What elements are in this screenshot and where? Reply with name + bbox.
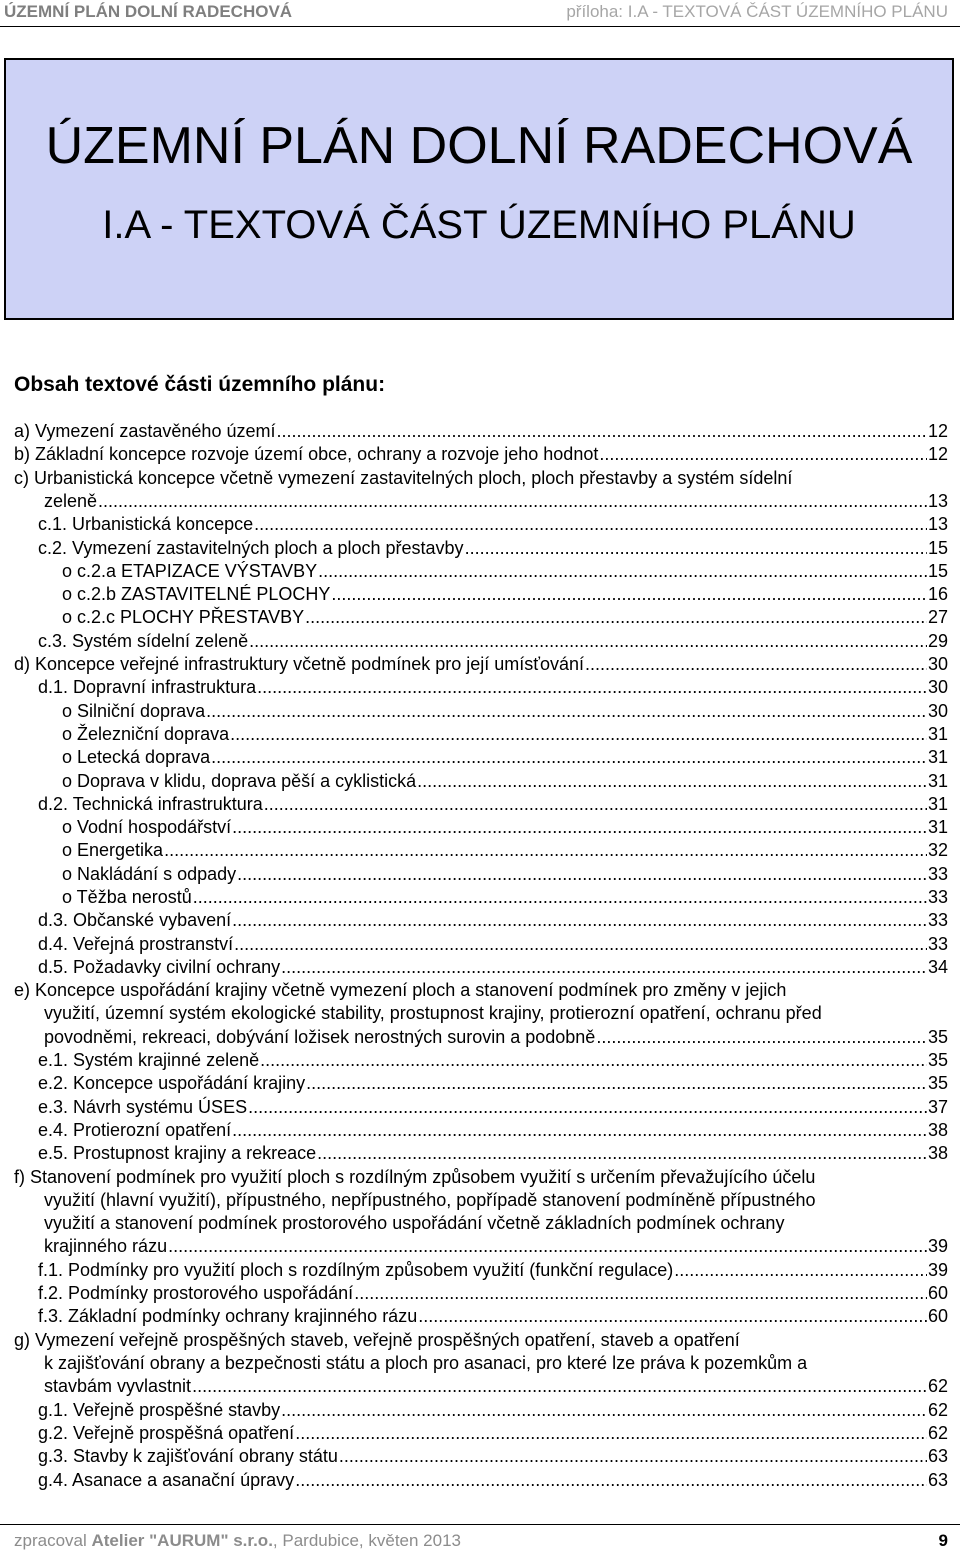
toc-entry-title: o Vodní hospodářství <box>62 817 232 838</box>
toc-entry[interactable] <box>38 1305 948 1328</box>
toc-leader-dots <box>317 1142 927 1165</box>
toc-entry[interactable] <box>38 1282 948 1305</box>
toc-leader-dots <box>276 420 927 443</box>
toc-leader-dots <box>585 653 927 676</box>
toc-leader-dots <box>248 1096 927 1119</box>
toc-entry-title: c.1. Urbanistická koncepce <box>38 514 254 535</box>
toc-entry-title: využití (hlavní využití), přípustného, nepřípustného, popřípadě stanovení podmíněně přípustného <box>44 1189 816 1210</box>
toc-page-number: 31 <box>927 723 948 744</box>
footer-company: Atelier "AURUM" s.r.o. <box>91 1531 273 1550</box>
toc-entry[interactable] <box>14 467 948 514</box>
toc-entry-title: e.1. Systém krajinné zeleně <box>38 1050 260 1071</box>
toc-entry[interactable] <box>38 1049 948 1072</box>
toc-entry-title: o Doprava v klidu, doprava pěší a cyklistická <box>62 770 417 791</box>
title-box <box>4 58 954 320</box>
toc-entry[interactable] <box>62 583 948 606</box>
toc-page-number: 62 <box>927 1376 948 1397</box>
toc-entry-title: g.2. Veřejně prospěšná opatření <box>38 1422 295 1443</box>
toc-leader-dots <box>339 1445 927 1468</box>
toc-leader-dots <box>234 933 927 956</box>
toc-entry-title: e) Koncepce uspořádání krajiny včetně vymezení ploch a stanovení podmínek pro změny v jejich <box>14 980 787 1001</box>
toc-leader-dots <box>257 676 927 699</box>
toc-entry-title: k zajišťování obrany a bezpečnosti státu a ploch pro asanaci, pro které lze práva k pozemkům a <box>44 1352 808 1373</box>
toc-entry[interactable] <box>38 1259 948 1282</box>
toc-leader-dots <box>249 630 927 653</box>
toc-leader-dots <box>295 1469 927 1492</box>
toc-page-number: 35 <box>927 1026 948 1047</box>
toc-entry-title: krajinného rázu <box>44 1236 168 1257</box>
toc-entry-title: f.2. Podmínky prostorového uspořádání <box>38 1283 354 1304</box>
toc-entry[interactable] <box>38 676 948 699</box>
toc-page-number: 33 <box>927 863 948 884</box>
toc-entry[interactable] <box>14 1166 948 1259</box>
toc-leader-dots <box>465 537 927 560</box>
header-attachment-label: příloha: I.A - TEXTOVÁ ČÁST ÚZEMNÍHO PLÁNU <box>566 2 948 21</box>
toc-entry[interactable] <box>14 653 948 676</box>
toc-leader-dots <box>254 513 927 536</box>
toc-leader-dots <box>354 1282 927 1305</box>
toc-entry[interactable] <box>62 746 948 769</box>
toc-leader-dots <box>164 839 927 862</box>
toc-entry[interactable] <box>38 537 948 560</box>
toc-entry-title: o c.2.c PLOCHY PŘESTAVBY <box>62 607 305 628</box>
toc-leader-dots <box>596 1026 927 1049</box>
toc-entry[interactable] <box>62 816 948 839</box>
header-document-title: ÚZEMNÍ PLÁN DOLNÍ RADECHOVÁ <box>4 2 293 21</box>
toc-entry-title: d.1. Dopravní infrastruktura <box>38 677 257 698</box>
toc-page-number: 60 <box>927 1283 948 1304</box>
toc-entry-title: g.3. Stavby k zajišťování obrany státu <box>38 1446 338 1467</box>
toc-entry[interactable] <box>38 1399 948 1422</box>
toc-page-number: 29 <box>927 630 948 651</box>
toc-leader-dots <box>232 816 927 839</box>
toc-entry-title: f.1. Podmínky pro využití ploch s rozdílným způsobem využití (funkční regulace) <box>38 1259 674 1280</box>
toc-entry[interactable] <box>14 979 948 1049</box>
document-subtitle: I.A - TEXTOVÁ ČÁST ÚZEMNÍHO PLÁNU <box>102 203 856 247</box>
toc-leader-dots <box>306 1072 927 1095</box>
toc-page-number: 30 <box>927 677 948 698</box>
toc-page-number: 12 <box>927 421 948 441</box>
toc-leader-dots <box>295 1422 927 1445</box>
toc-page-number: 39 <box>927 1259 948 1280</box>
toc-leader-dots <box>98 490 927 513</box>
toc-entry[interactable] <box>38 1422 948 1445</box>
toc-entry[interactable] <box>62 560 948 583</box>
toc-page-number: 33 <box>927 910 948 931</box>
toc-entry[interactable] <box>38 1469 948 1492</box>
toc-entry-title: využití, územní systém ekologické stability, prostupnost krajiny, protierozní opatření, ochranu před <box>44 1003 822 1024</box>
toc-page-number: 34 <box>927 956 948 977</box>
toc-leader-dots <box>192 1375 927 1398</box>
toc-entry-title: d.2. Technická infrastruktura <box>38 793 263 814</box>
toc-entry[interactable] <box>38 909 948 932</box>
footer-page-number: 9 <box>938 1531 948 1550</box>
toc-page-number: 13 <box>927 514 948 535</box>
toc-entry[interactable] <box>62 723 948 746</box>
toc-entry[interactable] <box>14 1329 948 1399</box>
toc-page-number: 31 <box>927 747 948 768</box>
toc-entry[interactable] <box>14 420 948 443</box>
toc-entry-title: zeleně <box>44 490 98 511</box>
toc-entry[interactable] <box>62 606 948 629</box>
toc-page-number: 60 <box>927 1306 948 1327</box>
toc-entry[interactable] <box>62 839 948 862</box>
toc-entry[interactable] <box>38 793 948 816</box>
toc-page-number: 38 <box>927 1120 948 1140</box>
toc-entry-title: d.5. Požadavky civilní ochrany <box>38 956 281 977</box>
footer-prefix: zpracoval <box>14 1531 92 1550</box>
toc-entry-title: f.3. Základní podmínky ochrany krajinného rázu <box>38 1306 418 1327</box>
toc-page-number: 15 <box>927 560 948 581</box>
toc-leader-dots <box>331 583 927 606</box>
toc-page-number: 35 <box>927 1050 948 1071</box>
toc-entry[interactable] <box>62 863 948 886</box>
toc-page-number: 15 <box>927 537 948 558</box>
toc-page-number: 38 <box>927 1143 948 1164</box>
toc-leader-dots <box>281 1399 927 1422</box>
toc-page-number: 32 <box>927 840 948 861</box>
toc-heading: Obsah textové části územního plánu: <box>14 373 386 396</box>
toc-page-number: 31 <box>927 793 948 814</box>
toc-page-number: 13 <box>927 490 948 511</box>
toc-leader-dots <box>264 793 927 816</box>
toc-page-number: 30 <box>927 654 948 674</box>
toc-page-number: 30 <box>927 700 948 721</box>
toc-entry-title: c.2. Vymezení zastavitelných ploch a ploch přestavby <box>38 537 464 558</box>
toc-entry-title: f) Stanovení podmínek pro využití ploch s rozdílným způsobem využití s určením převažujícího účelu <box>14 1166 816 1187</box>
toc-page-number: 27 <box>927 607 948 628</box>
toc-entry[interactable] <box>38 1445 948 1468</box>
toc-leader-dots <box>232 909 927 932</box>
page-footer <box>0 1524 960 1555</box>
toc-page-number: 63 <box>927 1446 948 1467</box>
toc-leader-dots <box>599 443 927 466</box>
toc-entry[interactable] <box>62 886 948 909</box>
toc-entry-title: stavbám vyvlastnit <box>44 1376 192 1397</box>
toc-entry-title: e.5. Prostupnost krajiny a rekreace <box>38 1143 317 1164</box>
toc-entry[interactable] <box>14 443 948 466</box>
toc-entry-title: o Nakládání s odpady <box>62 863 237 884</box>
toc-leader-dots <box>211 746 927 769</box>
toc-leader-dots <box>305 606 927 629</box>
toc-entry-title: e.3. Návrh systému ÚSES <box>38 1096 248 1117</box>
toc-leader-dots <box>237 863 927 886</box>
toc-entry-title: o Silniční doprava <box>62 700 206 721</box>
toc-entry[interactable] <box>38 933 948 956</box>
toc-entry-title: d.4. Veřejná prostranství <box>38 933 234 954</box>
toc-entry-title: o Letecká doprava <box>62 747 211 768</box>
toc-page-number: 63 <box>927 1469 948 1490</box>
toc-page-number: 39 <box>927 1236 948 1257</box>
footer-suffix: , Pardubice, květen 2013 <box>272 1531 461 1550</box>
toc-leader-dots <box>318 560 927 583</box>
toc-entry-title: c) Urbanistická koncepce včetně vymezení zastavitelných ploch, ploch přestavby a systém sídelní <box>14 467 793 488</box>
footer-credit <box>14 1531 461 1551</box>
toc-entry-title: o Železniční doprava <box>62 723 230 744</box>
toc-entry[interactable] <box>38 513 948 536</box>
toc-entry[interactable] <box>62 770 948 793</box>
toc-entry-title: e.2. Koncepce uspořádání krajiny <box>38 1073 306 1094</box>
toc-entry-title: o Těžba nerostů <box>62 887 192 907</box>
toc-entry[interactable] <box>38 956 948 979</box>
toc-page-number: 37 <box>927 1096 948 1117</box>
toc-entry[interactable] <box>38 630 948 653</box>
page-header <box>0 0 960 27</box>
toc-leader-dots <box>417 770 927 793</box>
toc-leader-dots <box>281 956 927 979</box>
toc-entry[interactable] <box>38 1072 948 1095</box>
toc-leader-dots <box>206 700 927 723</box>
toc-entry-title: d.3. Občanské vybavení <box>38 910 232 931</box>
toc-leader-dots <box>168 1235 927 1258</box>
toc-entry-title: o c.2.a ETAPIZACE VÝSTAVBY <box>62 560 318 581</box>
toc-page-number: 33 <box>927 887 948 907</box>
toc-entry-title: o c.2.b ZASTAVITELNÉ PLOCHY <box>62 584 331 605</box>
toc-page-number: 62 <box>927 1422 948 1443</box>
toc-entry-title: o Energetika <box>62 840 164 861</box>
toc-page-number: 62 <box>927 1399 948 1420</box>
toc-page-number: 16 <box>927 584 948 605</box>
toc-entry-title: g.4. Asanace a asanační úpravy <box>38 1469 295 1490</box>
toc-page-number: 35 <box>927 1073 948 1094</box>
toc-leader-dots <box>232 1119 927 1142</box>
toc-entry-title: a) Vymezení zastavěného území <box>14 421 276 441</box>
toc-page-number: 12 <box>927 444 948 465</box>
toc-leader-dots <box>674 1259 927 1282</box>
toc-entry-title: c.3. Systém sídelní zeleně <box>38 630 249 651</box>
toc-entry-title: e.4. Protierozní opatření <box>38 1120 232 1140</box>
toc-entry-title: g) Vymezení veřejně prospěšných staveb, veřejně prospěšných opatření, staveb a opatření <box>14 1329 740 1350</box>
toc-page-number: 33 <box>927 933 948 954</box>
toc-entry[interactable] <box>38 1119 948 1142</box>
document-title: ÚZEMNÍ PLÁN DOLNÍ RADECHOVÁ <box>45 117 913 175</box>
toc-leader-dots <box>260 1049 927 1072</box>
toc-entry-title: využití a stanovení podmínek prostorového uspořádání včetně základních podmínek ochrany <box>44 1213 785 1234</box>
toc-leader-dots <box>418 1305 927 1328</box>
toc-entry-title: d) Koncepce veřejné infrastruktury včetně podmínek pro její umísťování <box>14 654 585 674</box>
toc-leader-dots <box>230 723 927 746</box>
toc-entry[interactable] <box>38 1096 948 1119</box>
toc-leader-dots <box>193 886 927 909</box>
toc-entry[interactable] <box>62 700 948 723</box>
toc-entry-title: povodněmi, rekreaci, dobývání ložisek nerostných surovin a podobně <box>44 1026 596 1047</box>
toc-page-number: 31 <box>927 770 948 791</box>
toc-entry-title: b) Základní koncepce rozvoje území obce, ochrany a rozvoje jeho hodnot <box>14 444 599 465</box>
toc-entry[interactable] <box>38 1142 948 1165</box>
toc-entry-title: g.1. Veřejně prospěšné stavby <box>38 1399 281 1420</box>
toc-page-number: 31 <box>927 817 948 838</box>
